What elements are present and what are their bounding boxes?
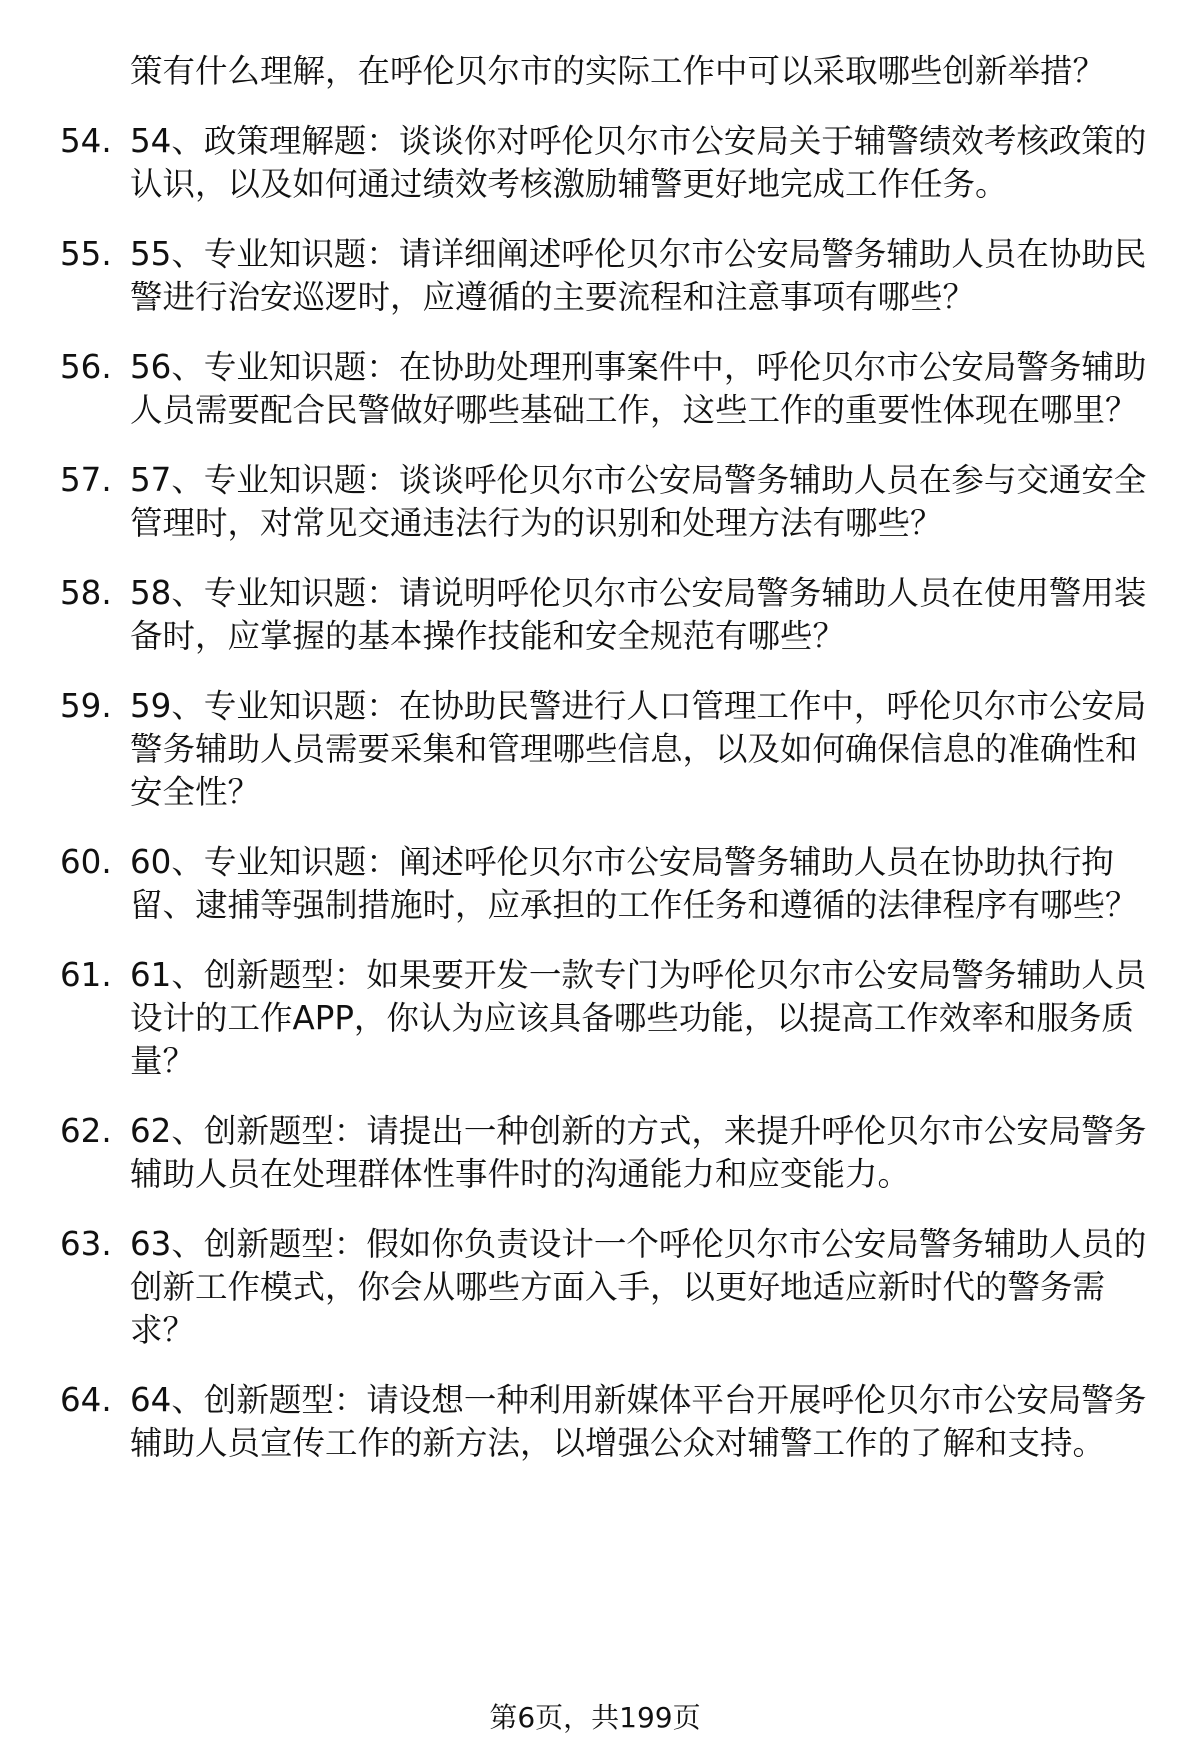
item-number: 55. [60,235,112,273]
list-item [60,459,1150,545]
item-text: 58、专业知识题：请说明呼伦贝尔市公安局警务辅助人员在使用警用装备时，应掌握的基本操作技能和安全规范有哪些？ [130,574,1147,655]
item-text: 55、专业知识题：请详细阐述呼伦贝尔市公安局警务辅助人员在协助民警进行治安巡逻时，应遵循的主要流程和注意事项有哪些？ [130,235,1147,316]
list-item [60,1379,1150,1465]
list-item [60,685,1150,814]
item-text: 56、专业知识题：在协助处理刑事案件中，呼伦贝尔市公安局警务辅助人员需要配合民警做好哪些基础工作，这些工作的重要性体现在哪里？ [130,348,1147,429]
item-text: 64、创新题型：请设想一种利用新媒体平台开展呼伦贝尔市公安局警务辅助人员宣传工作的新方法，以增强公众对辅警工作的了解和支持。 [130,1381,1147,1462]
list-item [60,120,1150,206]
item-text: 60、专业知识题：阐述呼伦贝尔市公安局警务辅助人员在协助执行拘留、逮捕等强制措施时，应承担的工作任务和遵循的法律程序有哪些？ [130,843,1138,924]
item-number: 57. [60,461,112,499]
item-number: 54. [60,122,112,160]
item-text: 54、政策理解题：谈谈你对呼伦贝尔市公安局关于辅警绩效考核政策的认识，以及如何通过绩效考核激励辅警更好地完成工作任务。 [130,122,1147,203]
list-item [60,841,1150,927]
question-list [60,50,1150,1492]
list-item [60,1110,1150,1196]
item-number: 62. [60,1112,112,1150]
item-number: 60. [60,843,112,881]
item-text: 57、专业知识题：谈谈呼伦贝尔市公安局警务辅助人员在参与交通安全管理时，对常见交通违法行为的识别和处理方法有哪些？ [130,461,1147,542]
list-item [60,1223,1150,1352]
item-number: 61. [60,956,112,994]
list-item [60,572,1150,658]
continued-question-text: 策有什么理解，在呼伦贝尔市的实际工作中可以采取哪些创新举措？ [130,52,1106,90]
item-number: 63. [60,1225,112,1263]
item-text: 63、创新题型：假如你负责设计一个呼伦贝尔市公安局警务辅助人员的创新工作模式，你会从哪些方面入手，以更好地适应新时代的警务需求？ [130,1225,1147,1349]
item-number: 64. [60,1381,112,1419]
item-text: 59、专业知识题：在协助民警进行人口管理工作中，呼伦贝尔市公安局警务辅助人员需要采集和管理哪些信息，以及如何确保信息的准确性和安全性？ [130,687,1147,811]
list-item [60,346,1150,432]
item-number: 58. [60,574,112,612]
list-item [60,233,1150,319]
item-number: 56. [60,348,112,386]
item-number: 59. [60,687,112,725]
item-text: 62、创新题型：请提出一种创新的方式，来提升呼伦贝尔市公安局警务辅助人员在处理群体性事件时的沟通能力和应变能力。 [130,1112,1147,1193]
item-text: 61、创新题型：如果要开发一款专门为呼伦贝尔市公安局警务辅助人员设计的工作APP，你认为应该具备哪些功能，以提高工作效率和服务质量？ [130,956,1147,1080]
page-number-footer: 第6页，共199页 [489,1701,701,1734]
list-item [60,954,1150,1083]
